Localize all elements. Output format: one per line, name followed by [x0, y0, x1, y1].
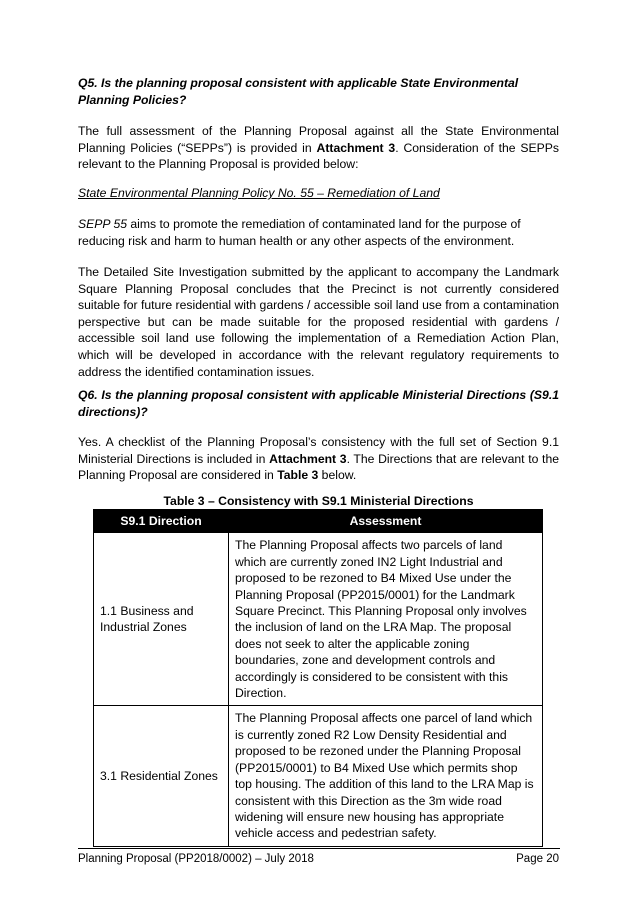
q6-heading: Q6. Is the planning proposal consistent with applicable Ministerial Directions (S9.1 directions)?: [78, 388, 559, 419]
q5-para2-text: aims to promote the remediation of contaminated land for the purpose of reducing risk and harm to human health or any other aspects of the environment.: [78, 217, 521, 248]
header-assessment: Assessment: [229, 510, 543, 533]
q6-para1-text-end: below.: [318, 468, 357, 483]
q5-para1-text-end: . Consideration of the SEPPs relevant to the Planning Proposal is provided below:: [78, 140, 559, 172]
table-row: [94, 706, 543, 846]
directions-table: [93, 509, 543, 847]
q5-paragraph-1: [78, 123, 559, 173]
table-caption: Table 3 – Consistency with S9.1 Ministerial Directions: [163, 494, 474, 508]
q5-paragraph-2: [78, 216, 559, 249]
footer-divider: [78, 848, 560, 849]
direction-cell: 1.1 Business and Industrial Zones: [94, 533, 229, 706]
page-number: Page 20: [516, 853, 559, 865]
footer-title: Planning Proposal (PP2018/0002) – July 2018: [78, 853, 314, 865]
assessment-cell: The Planning Proposal affects one parcel of land which is currently zoned R2 Low Density Residential and proposed to be rezoned under the Planning Proposal (PP2015/0001) to B4 Mixed Use which permits shop top housing. The addition of this land to the LRA Map is consistent with this Direction as the 3m wide road widening will ensure new housing has appropriate vehicle access and pedestrian safety.: [229, 706, 543, 846]
q5-para1-text: The full assessment of the Planning Proposal against all the State Environmental Planning Policies (“SEPPs”) is provided in: [78, 124, 559, 155]
direction-cell: 3.1 Residential Zones: [94, 706, 229, 846]
q6-para1-text: Yes. A checklist of the Planning Proposal’s consistency with the full set of Section 9.1 Ministerial Directions is included in: [78, 435, 559, 466]
q6-paragraph-1: [78, 434, 559, 484]
q5-paragraph-3: The Detailed Site Investigation submitted by the applicant to accompany the Landmark Square Planning Proposal concludes that the Precinct is not currently considered suitable for future residential with gardens / accessible soil land use from a contamination perspective but can be made suitable for the proposed residential with gardens / accessible soil land use following the implementation of a Remediation Action Plan, which will be developed in accordance with the relevant regulatory requirements to address the identified contamination issues.: [78, 265, 559, 379]
header-direction: S9.1 Direction: [94, 510, 229, 533]
attachment-3-ref-2: Attachment 3: [269, 451, 347, 466]
q6-para1-text-mid: . The Directions that are relevant to the Planning Proposal are considered in: [78, 451, 560, 483]
assessment-cell: The Planning Proposal affects two parcels of land which are currently zoned IN2 Light Industrial and proposed to be rezoned to B4 Mixed Use under the Planning Proposal (PP2015/0001) for the Landmark Square Precinct. This Planning Proposal only involves the inclusion of land on the LRA Map. The proposal does not seek to alter the applicable zoning boundaries, zone and development controls and accordingly is considered to be consistent with this Direction.: [229, 533, 543, 706]
attachment-3-ref: Attachment 3: [316, 140, 396, 155]
table-3-ref: Table 3: [277, 468, 319, 483]
sepp55-subheading: State Environmental Planning Policy No. 55 – Remediation of Land: [78, 186, 440, 200]
sepp55-ref: SEPP 55: [78, 217, 128, 231]
table-row: [94, 533, 543, 706]
table-header-row: [94, 510, 543, 533]
q5-heading: Q5. Is the planning proposal consistent with applicable State Environmental Planning Policies?: [78, 76, 519, 107]
